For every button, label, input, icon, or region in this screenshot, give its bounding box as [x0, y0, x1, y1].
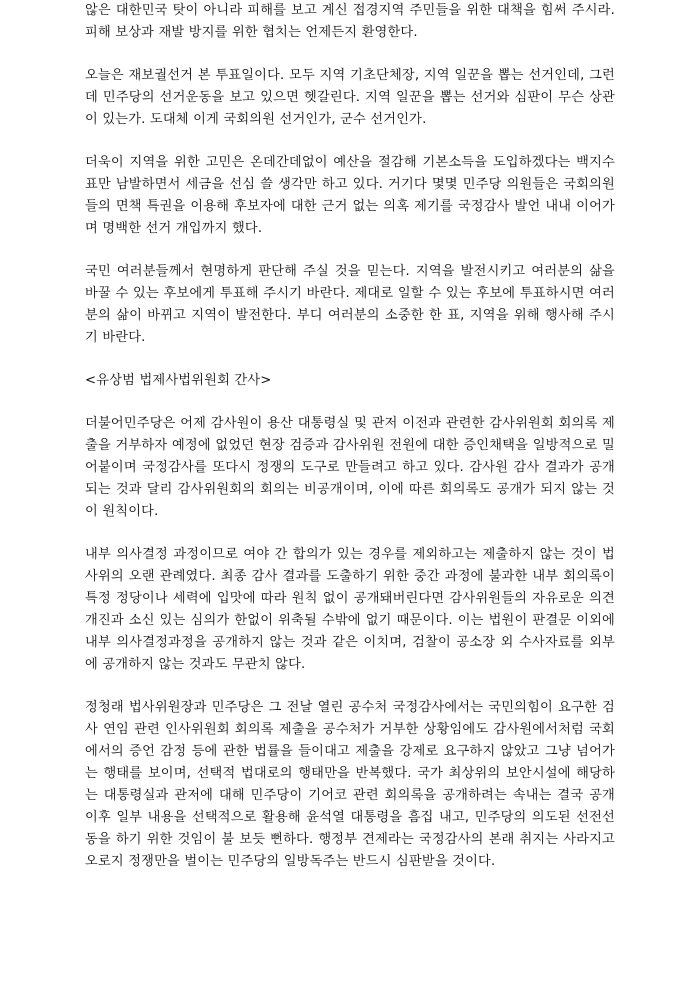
paragraph-2: 오늘은 재보궐선거 본 투표일이다. 모두 지역 기초단체장, 지역 일꾼을 뽑는 선거인데, 그런데 민주당의 선거운동을 보고 있으면 헷갈린다. 지역 일꾼을 뽑는 선거와 심판이 무슨 상관이 있는가. 도대체 이게 국회의원 선거인가, 군수 선거인가. — [85, 68, 615, 127]
paragraph-1: 않은 대한민국 탓이 아니라 피해를 보고 계신 접경지역 주민들을 위한 대책을 힘써 주시라. 피해 보상과 재발 방지를 위한 협치는 언제든지 환영한다. — [85, 3, 615, 40]
paragraph-3: 더욱이 지역을 위한 고민은 온데간데없이 예산을 절감해 기본소득을 도입하겠다는 백지수표만 남발하면서 세금을 선심 쓸 생각만 하고 있다. 거기다 몇몇 민주당 의원들은 국회의원들의 면책 특권을 이용해 후보자에 대한 근거 없는 의혹 제기를 국정감사 발언 내내 이어가며 명백한 선거 개입까지 했다. — [85, 155, 615, 236]
paragraph-5: 더불어민주당은 어제 감사원이 용산 대통령실 및 관저 이전과 관련한 감사위원회 회의록 제출을 거부하자 예정에 없었던 현장 검증과 감사위원 전원에 대한 증인채택을 일방적으로 밀어붙이며 국정감사를 또다시 정쟁의 도구로 만들려고 하고 있다. 감사원 감사 결과가 공개되는 것과 달리 감사위원회의 회의는 비공개이며, 이에 따른 회의록도 공개가 되지 않는 것이 원칙이다. — [85, 416, 615, 519]
section-heading: <유상범 법제사법위원회 간사> — [85, 373, 272, 388]
paragraph-4: 국민 여러분들께서 현명하게 판단해 주실 것을 믿는다. 지역을 발전시키고 여러분의 삶을 바꿀 수 있는 후보에게 투표해 주시기 바란다. 제대로 일할 수 있는 후보에 투표하시면 여러분의 삶이 바뀌고 지역이 발전한다. 부디 여러분의 소중한 한 표, 지역을 위해 행사해 주시기 바란다. — [85, 264, 615, 345]
paragraph-6: 내부 의사결정 과정이므로 여야 간 합의가 있는 경우를 제외하고는 제출하지 않는 것이 법사위의 오랜 관례였다. 최종 감사 결과를 도출하기 위한 중간 과정에 불과한 내부 회의록이 특정 정당이나 세력에 입맛에 따라 원칙 없이 공개돼버린다면 감사위원들의 자유로운 의견 개진과 소신 있는 심의가 한없이 위축될 수밖에 없기 때문이다. 이는 법원이 판결문 이외에 내부 의사결정과정을 공개하지 않는 것과 같은 이치며, 검찰이 공소장 외 수사자료를 외부에 공개하지 않는 것과도 무관치 않다. — [85, 547, 615, 672]
paragraph-7: 정청래 법사위원장과 민주당은 그 전날 열린 공수처 국정감사에서는 국민의힘이 요구한 검사 연임 관련 인사위원회 회의록 제출을 공수처가 거부한 상황임에도 감사원에서처럼 국회에서의 증언 감정 등에 관한 법률을 들이대고 제출을 강제로 요구하지 않았고 그냥 넘어가는 행태를 보이며, 선택적 법대로의 행태만을 반복했다. 국가 최상위의 보안시설에 해당하는 대통령실과 관저에 대해 민주당이 기어코 관련 회의록을 공개하려는 속내는 결국 공개 이후 일부 내용을 선택적으로 활용해 윤석열 대통령을 흠집 내고, 민주당의 의도된 선전선동을 하기 위한 것임이 불 보듯 뻔하다. 행정부 견제라는 국정감사의 본래 취지는 사라지고 오로지 정쟁만을 벌이는 민주당의 일방독주는 반드시 심판받을 것이다. — [85, 700, 615, 869]
document-body — [85, 0, 615, 894]
